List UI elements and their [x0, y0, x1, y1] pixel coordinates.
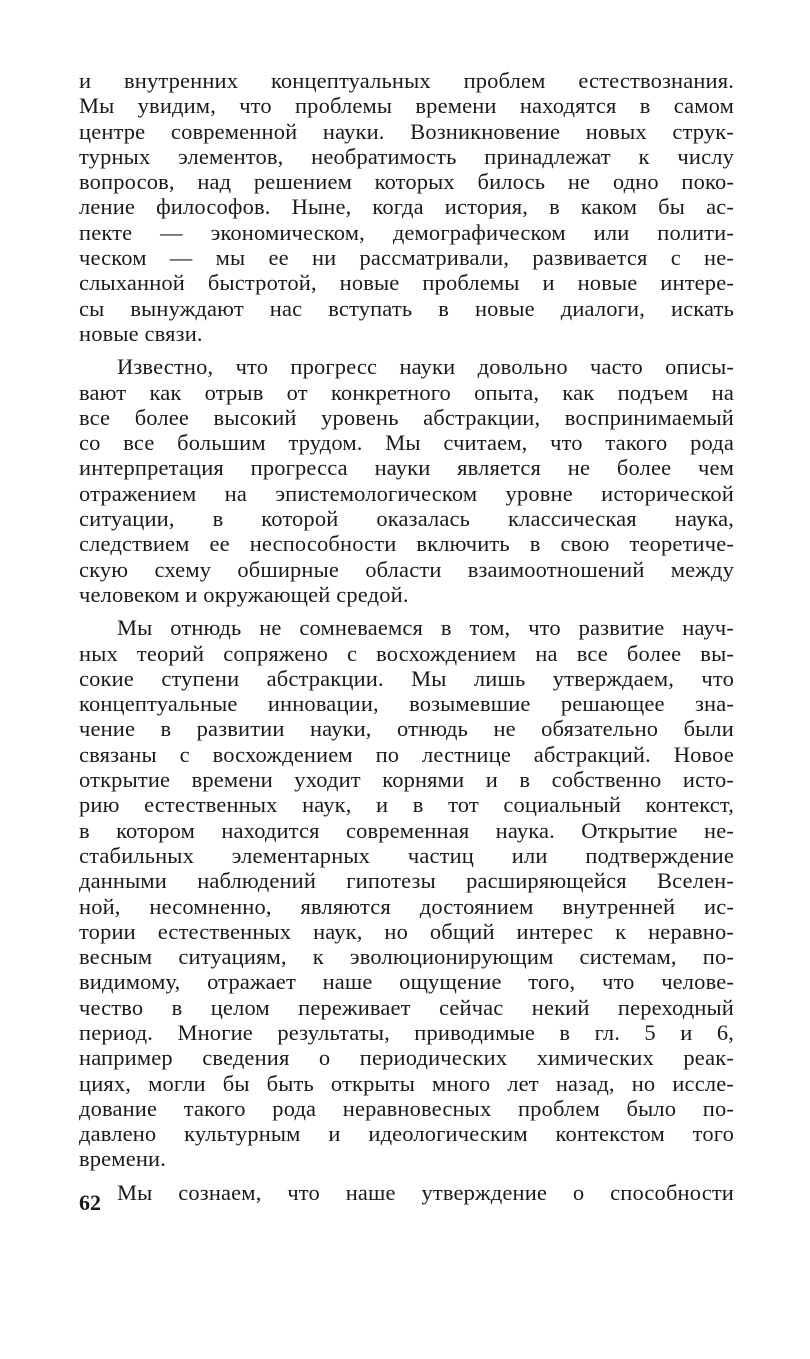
text-line: период. Многие результаты, приводимые в гл. 5 и 6,: [79, 1019, 734, 1045]
text-line: слыханной быстротой, новые проблемы и новые интере-: [79, 270, 734, 296]
paragraph-1: [79, 68, 734, 346]
text-line: отражением на эпистемологическом уровне исторической: [79, 480, 734, 506]
text-line: вают как отрыв от конкретного опыта, как подъем на: [79, 379, 734, 405]
text-line: Мы сознаем, что наше утверждение о способности: [117, 1179, 734, 1205]
text-line: стабильных элементарных частиц или подтверждение: [79, 842, 734, 868]
text-line: скую схему обширные области взаимоотношений между: [79, 556, 734, 582]
text-line: центре современной науки. Возникновение новых струк-: [79, 118, 734, 144]
text-line: времени.: [79, 1146, 166, 1172]
text-line: ление философов. Ныне, когда история, в каком бы ас-: [79, 194, 734, 220]
text-line: дование такого рода неравновесных проблем было по-: [79, 1095, 734, 1121]
page-number: 62: [79, 1190, 101, 1215]
text-line: Мы отнюдь не сомневаемся в том, что развитие науч-: [117, 615, 734, 641]
paragraph-2: [79, 354, 734, 607]
text-line: сокие ступени абстракции. Мы лишь утверждаем, что: [79, 665, 734, 691]
text-line: интерпретация прогресса науки является не более чем: [79, 455, 734, 481]
paragraph-3: [79, 615, 734, 1172]
text-line: чение в развитии науки, отнюдь не обязательно были: [79, 716, 734, 742]
text-line: вопросов, над решением которых билось не одно поко-: [79, 169, 734, 195]
text-line: следствием ее неспособности включить в свою теоретиче-: [79, 531, 734, 557]
text-line: ситуации, в которой оказалась классическая наука,: [79, 506, 734, 532]
text-line: данными наблюдений гипотезы расширяющейся Вселен-: [79, 868, 734, 894]
text-line: все более высокий уровень абстракции, воспринимаемый: [79, 404, 734, 430]
text-line: рию естественных наук, и в тот социальный контекст,: [79, 792, 734, 818]
text-line: концептуальные инновации, возымевшие решающее зна-: [79, 691, 734, 717]
text-line: Мы увидим, что проблемы времени находятся в самом: [79, 93, 734, 119]
text-line: в котором находится современная наука. Открытие не-: [79, 817, 734, 843]
text-line: например сведения о периодических химических реак-: [79, 1045, 734, 1071]
text-line: открытие времени уходит корнями и в собственно исто-: [79, 767, 734, 793]
text-line: новые связи.: [79, 320, 203, 346]
text-line: турных элементов, необратимость принадлежат к числу: [79, 143, 734, 169]
text-line: пекте — экономическом, демографическом или полити-: [79, 219, 734, 245]
text-line: со все большим трудом. Мы считаем, что такого рода: [79, 430, 734, 456]
text-line: ческом — мы ее ни рассматривали, развивается с не-: [79, 245, 734, 271]
text-line: сы вынуждают нас вступать в новые диалоги, искать: [79, 295, 734, 321]
text-line: циях, могли бы быть открыты много лет назад, но иссле-: [79, 1070, 734, 1096]
text-line: связаны с восхождением по лестнице абстракций. Новое: [79, 741, 734, 767]
paragraph-4: [79, 1180, 734, 1205]
text-line: давлено культурным и идеологическим контекстом того: [79, 1121, 734, 1147]
text-line: ных теорий сопряжено с восхождением на все более вы-: [79, 640, 734, 666]
body-text: [79, 68, 734, 1205]
text-line: и внутренних концептуальных проблем естествознания.: [79, 68, 734, 93]
text-line: весным ситуациям, к эволюционирующим системам, по-: [79, 944, 734, 970]
text-line: человеком и окружающей средой.: [79, 581, 409, 607]
text-line: ной, несомненно, являются достоянием внутренней ис-: [79, 893, 734, 919]
text-line: тории естественных наук, но общий интерес к неравно-: [79, 918, 734, 944]
text-line: чество в целом переживает сейчас некий переходный: [79, 994, 734, 1020]
text-line: видимому, отражает наше ощущение того, что челове-: [79, 969, 734, 995]
text-line: Известно, что прогресс науки довольно часто описы-: [117, 354, 734, 380]
